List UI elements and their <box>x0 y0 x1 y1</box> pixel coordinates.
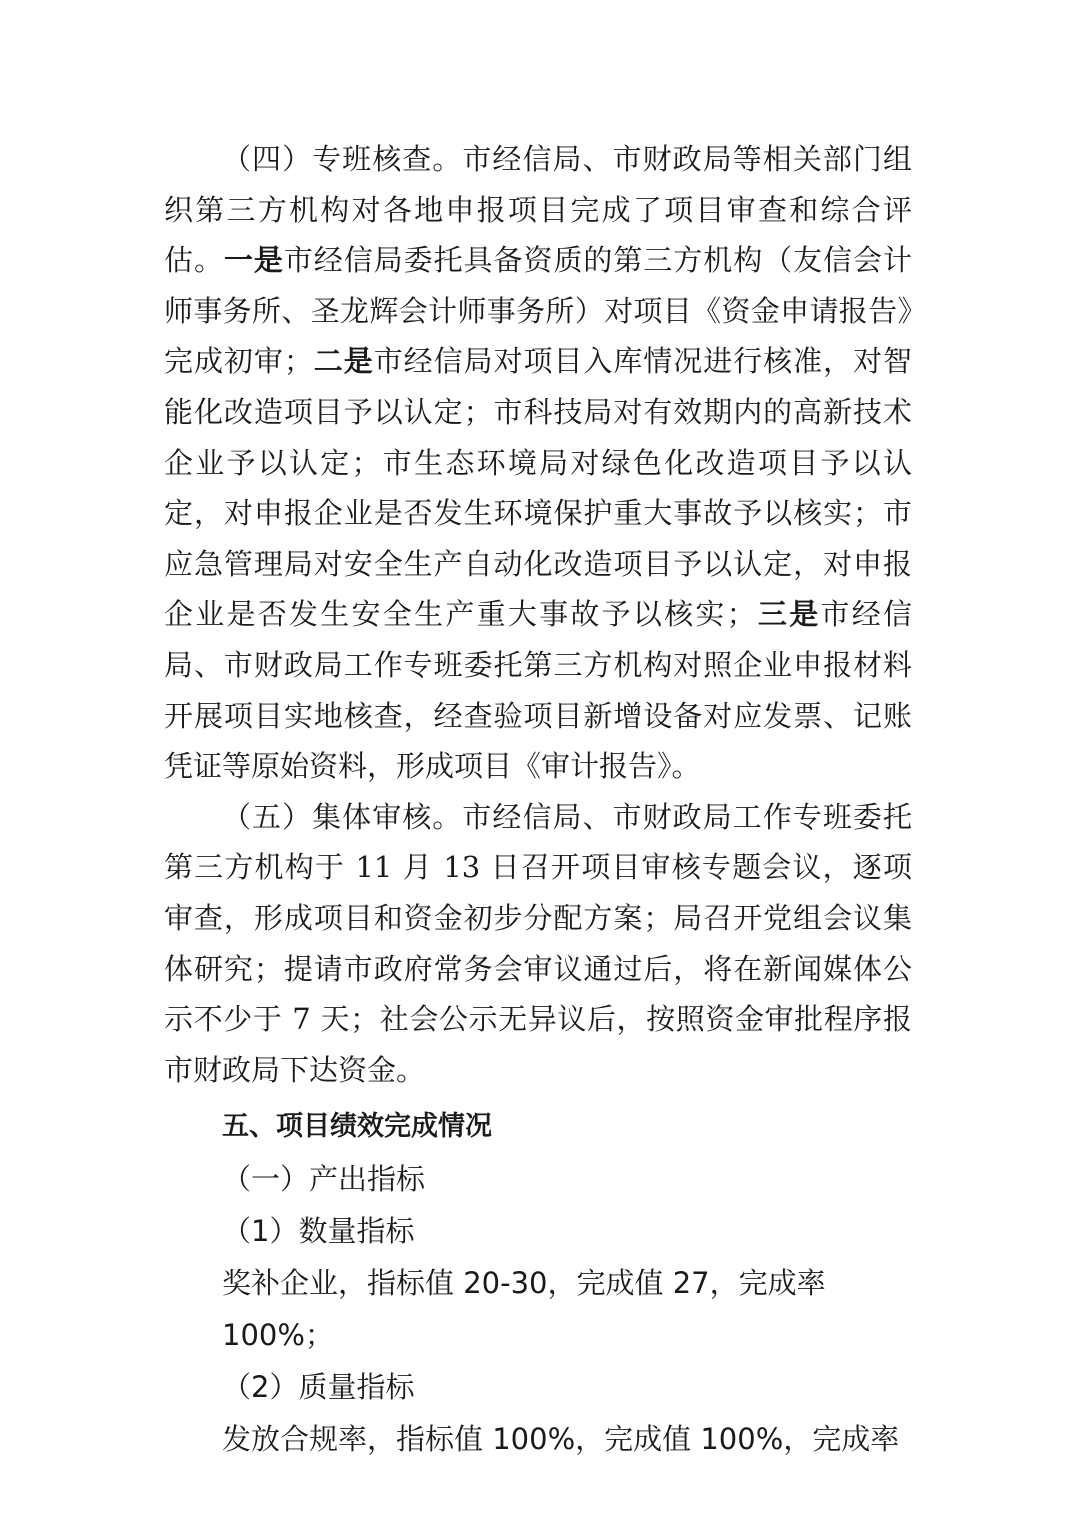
line-quality-detail: 发放合规率，指标值 100%，完成值 100%，完成率 <box>222 1422 900 1457</box>
paragraph-section-4 <box>164 134 912 792</box>
subheading-quantity-indicators: （1）数量指标 <box>222 1214 415 1249</box>
label-third: 三是 <box>755 597 821 632</box>
section-4-text-4: 市经信局、市财政局工作专班委托第三方机构对照企业申报材料开展项目实地核查，经查验项目新增设备对应发票、记账凭证等原始资料，形成项目《审计报告》。 <box>164 597 912 784</box>
label-first: 一是 <box>223 243 284 278</box>
heading-project-performance: 五、项目绩效完成情况 <box>222 1111 492 1143</box>
section-4-text-3: 市经信局对项目入库情况进行核准，对智能化改造项目予以认定；市科技局对有效期内的高新技术企业予以认定；市生态环境局对绿色化改造项目予以认定，对申报企业是否发生环境保护重大事故予以核实；市应急管理局对安全生产自动化改造项目予以认定，对申报企业是否发生安全生产重大事故予以核实； <box>164 344 912 632</box>
section-4-text-2: 市经信局委托具备资质的第三方机构（友信会计师事务所、圣龙辉会计师事务所）对项目《资金申请报告》完成初审； <box>164 243 912 379</box>
section-4-text-1: 市经信局、市财政局等相关部门组织第三方机构对各地申报项目完成了项目审查和综合评估。 <box>164 142 912 278</box>
document-body <box>164 134 912 1465</box>
section-5-text: 市经信局、市财政局工作专班委托第三方机构于 11 月 13 日召开项目审核专题会议，逐项审查，形成项目和资金初步分配方案；局召开党组会议集体研究；提请市政府常务会审议通过后，将在新闻媒体公示不少于 7 天；社会公示无异议后，按照资金审批程序报市财政局下达资金。 <box>164 799 912 1087</box>
section-5-title: （五）集体审核。 <box>222 799 463 834</box>
paragraph-section-5 <box>164 792 912 1096</box>
line-quantity-detail: 奖补企业，指标值 20-30，完成值 27，完成率 100%； <box>222 1266 826 1353</box>
subheading-quality-indicators: （2）质量指标 <box>222 1370 415 1405</box>
subheading-output-indicators: （一）产出指标 <box>222 1162 426 1197</box>
section-4-title: （四）专班核查。 <box>222 142 463 176</box>
label-second: 二是 <box>312 344 374 379</box>
